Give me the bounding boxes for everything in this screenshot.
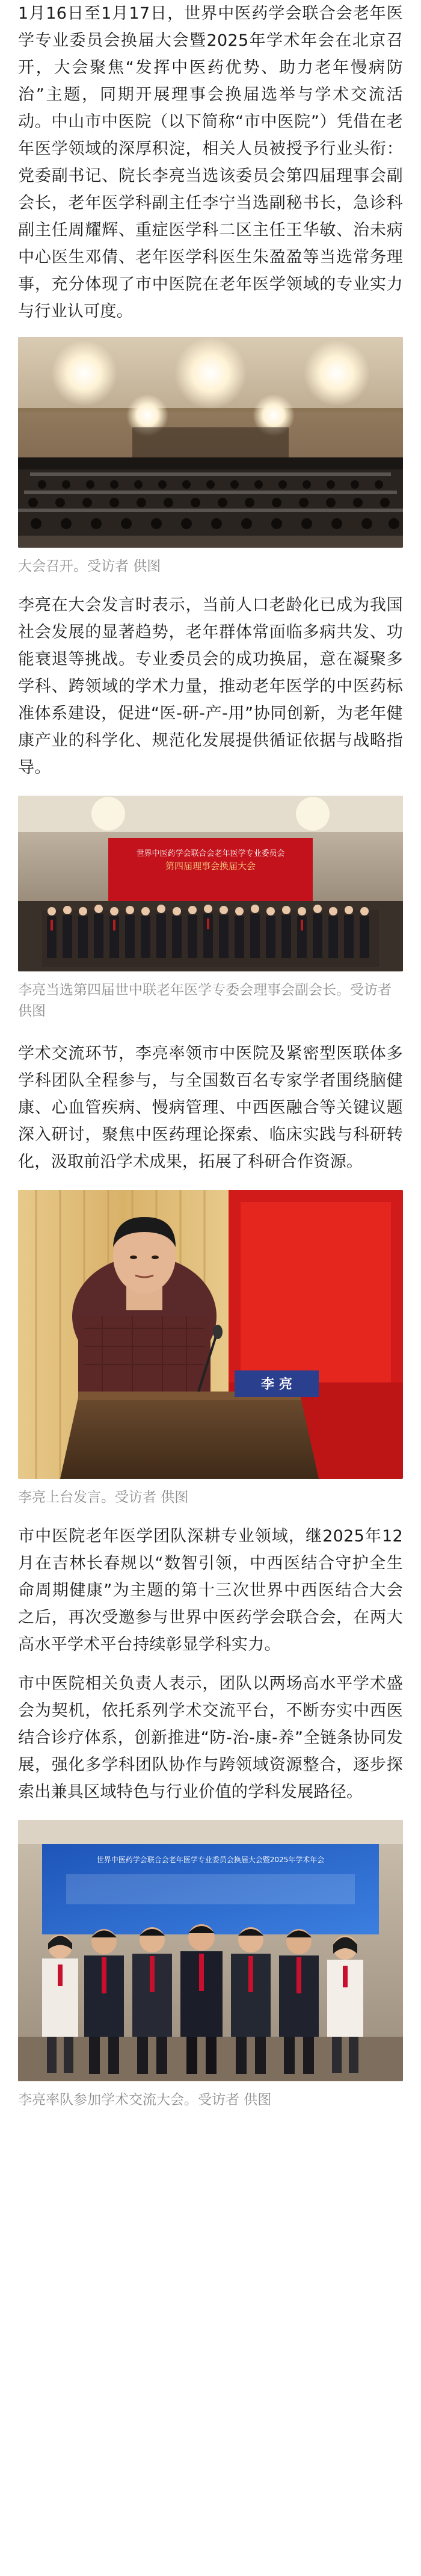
paragraph-outlook: 市中医院相关负责人表示，团队以两场高水平学术盛会为契机，依托系列学术交流平台，不断夯实中西医结合诊疗体系，创新推进“防-治-康-养”全链条协同发展，强化多学科团队协作与跨领域资源整合，逐步探索出兼具区域特色与行业价值的学科发展路径。 xyxy=(18,1674,403,1801)
group-banner-text: 世界中医药学会联合会老年医学专业委员会换届大会暨2025年学术年会 xyxy=(96,1856,325,1864)
caption-team: 李亮率队参加学术交流大会。受访者 供图 xyxy=(18,2092,272,2108)
team-group-image xyxy=(18,1820,403,2081)
photo-conference-hall xyxy=(18,337,403,548)
council-group-image xyxy=(18,796,403,971)
paragraph-team: 市中医院老年医学团队深耕专业领域，继2025年12月在吉林长春规以“数智引领，中西医结合守护全生命周期健康”为主题的第十三次世界中西医结合大会之后，再次受邀参与世界中医药学会联合会，在两大高水平学术平台持续彰显学科实力。 xyxy=(18,1527,403,1654)
stage-banner-line-2: 第四届理事会换届大会 xyxy=(165,861,256,872)
photo-team-group xyxy=(18,1820,403,2081)
stage-banner-line-1: 世界中医药学会联合会老年医学专业委员会 xyxy=(136,849,285,858)
paragraph-speech: 李亮在大会发言时表示，当前人口老龄化已成为我国社会发展的显著趋势，老年群体常面临多病共发、功能衰退等挑战。专业委员会的成功换届，意在凝聚多学科、跨领域的学术力量，推动老年医学的中医药标准体系建设，促进“医-研-产-用”协同创新，为老年健康产业的科学化、规范化发展提供循证依据与战略指导。 xyxy=(18,596,403,777)
caption-council: 李亮当选第四届世中联老年医学专委会理事会副会长。受访者 供图 xyxy=(18,982,392,1019)
photo-speaker-podium xyxy=(18,1190,403,1479)
speaker-podium-image xyxy=(18,1190,403,1479)
name-plate-text: 李 亮 xyxy=(261,1377,292,1392)
paragraph-exchange: 学术交流环节，李亮率领市中医院及紧密型医联体多学科团队全程参与，与全国数百名专家学者围绕脑健康、心血管疾病、慢病管理、中西医融合等关键议题深入研讨，聚焦中医药理论探索、临床实践与科研转化，汲取前沿学术成果，拓展了科研合作资源。 xyxy=(18,1044,403,1171)
caption-conference: 大会召开。受访者 供图 xyxy=(18,559,161,574)
caption-speaker: 李亮上台发言。受访者 供图 xyxy=(18,1490,189,1505)
paragraph-intro: 1月16日至1月17日，世界中医药学会联合会老年医学专业委员会换届大会暨2025年学术年会在北京召开，大会聚焦“发挥中医药优势、助力老年慢病防治”主题，同期开展理事会换届选举与学术交流活动。中山市中医院（以下简称“市中医院”）凭借在老年医学领域的深厚积淀，相关人员被授予行业头衔：党委副书记、院长李亮当选该委员会第四届理事会副会长，老年医学科副主任李宁当选副秘书长，急诊科副主任周耀辉、重症医学科二区主任王华敏、治未病中心医生邓倩、老年医学科医生朱盈盈等当选常务理事，充分体现了市中医院在老年医学领域的专业实力与行业认可度。 xyxy=(18,4,403,321)
photo-council-group xyxy=(18,796,403,971)
conference-hall-image xyxy=(18,337,403,548)
